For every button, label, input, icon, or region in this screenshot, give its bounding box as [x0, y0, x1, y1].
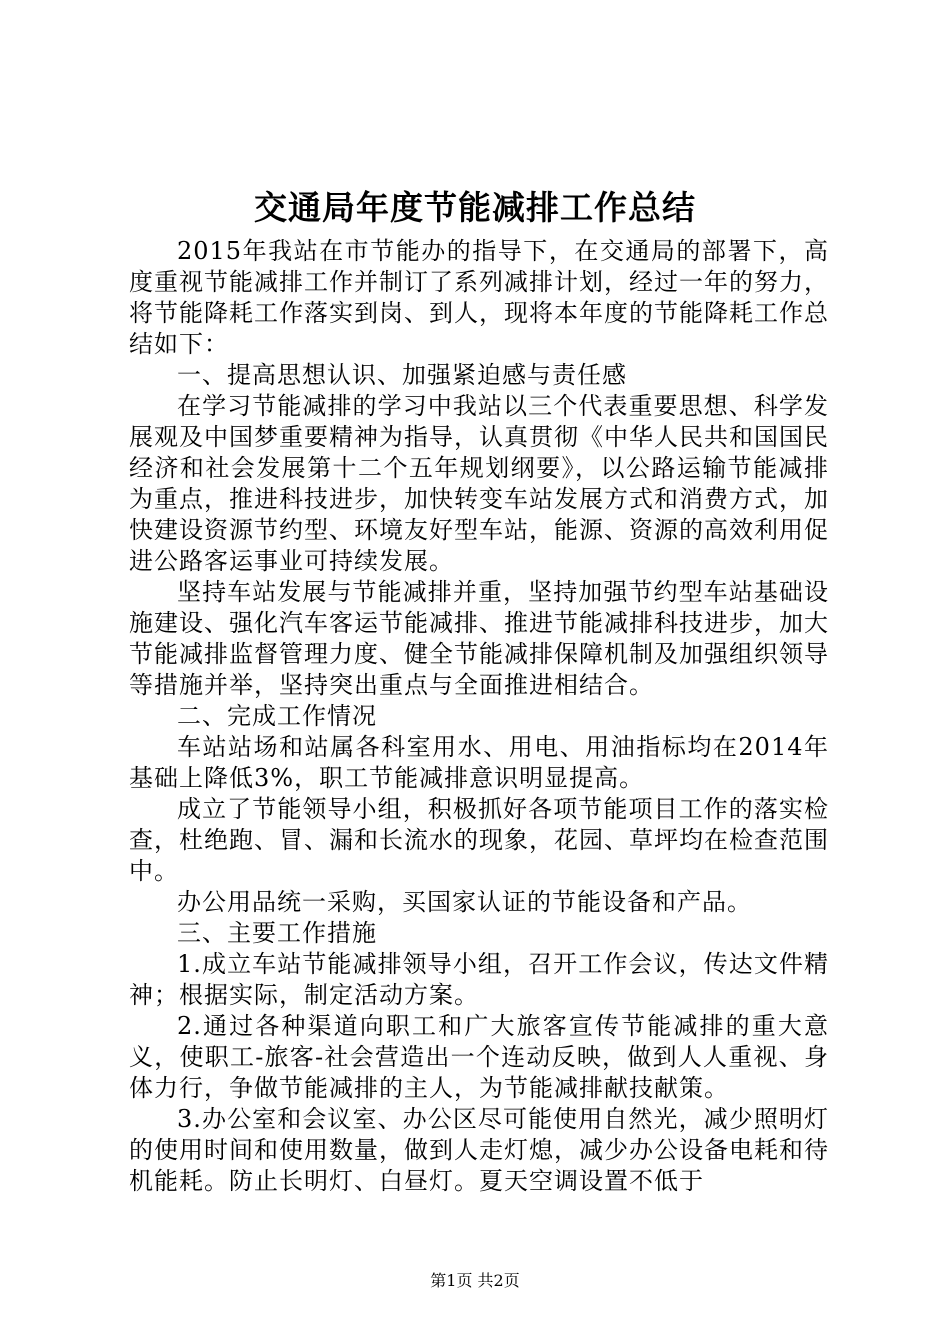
- list-item-3: 3.办公室和会议室、办公区尽可能使用自然光，减少照明灯的使用时间和使用数量，做到人走灯熄，减少办公设备电耗和待机能耗。防止长明灯、白昼灯。夏天空调设置不低于: [129, 1105, 829, 1195]
- section-heading-3: 三、主要工作措施: [177, 919, 377, 947]
- body-paragraph: 在学习节能减排的学习中我站以三个代表重要思想、科学发展观及中国梦重要精神为指导，认真贯彻《中华人民共和国国民经济和社会发展第十二个五年规划纲要》，以公路运输节能减排为重点，推进科技进步，加快转变车站发展方式和消费方式，加快建设资源节约型、环境友好型车站，能源、资源的高效利用促进公路客运事业可持续发展。: [129, 392, 829, 575]
- document-body: [129, 236, 829, 1197]
- intro-paragraph: 2015年我站在市节能办的指导下，在交通局的部署下，高度重视节能减排工作并制订了系列减排计划，经过一年的努力，将节能降耗工作落实到岗、到人，现将本年度的节能降耗工作总结如下：: [129, 237, 829, 358]
- section-heading-2: 二、完成工作情况: [177, 702, 377, 730]
- body-paragraph: 车站站场和站属各科室用水、用电、用油指标均在2014年基础上降低3%，职工节能减排意识明显提高。: [129, 733, 829, 792]
- body-paragraph: 办公用品统一采购，买国家认证的节能设备和产品。: [177, 888, 752, 916]
- list-item-2: 2.通过各种渠道向职工和广大旅客宣传节能减排的重大意义，使职工-旅客-社会营造出一个连动反映，做到人人重视、身体力行，争做节能减排的主人，为节能减排献技献策。: [129, 1012, 829, 1102]
- body-paragraph: 成立了节能领导小组，积极抓好各项节能项目工作的落实检查，杜绝跑、冒、漏和长流水的现象，花园、草坪均在检查范围中。: [129, 795, 829, 885]
- page-number-footer: 第1页 共2页: [430, 1271, 520, 1290]
- document-title: 交通局年度节能减排工作总结: [254, 188, 696, 227]
- list-item-1: 1.成立车站节能减排领导小组，召开工作会议，传达文件精神；根据实际，制定活动方案。: [129, 950, 829, 1009]
- section-heading-1: 一、提高思想认识、加强紧迫感与责任感: [177, 361, 627, 389]
- body-paragraph: 坚持车站发展与节能减排并重，坚持加强节约型车站基础设施建设、强化汽车客运节能减排、推进节能减排科技进步，加大节能减排监督管理力度、健全节能减排保障机制及加强组织领导等措施并举，坚持突出重点与全面推进相结合。: [129, 578, 829, 699]
